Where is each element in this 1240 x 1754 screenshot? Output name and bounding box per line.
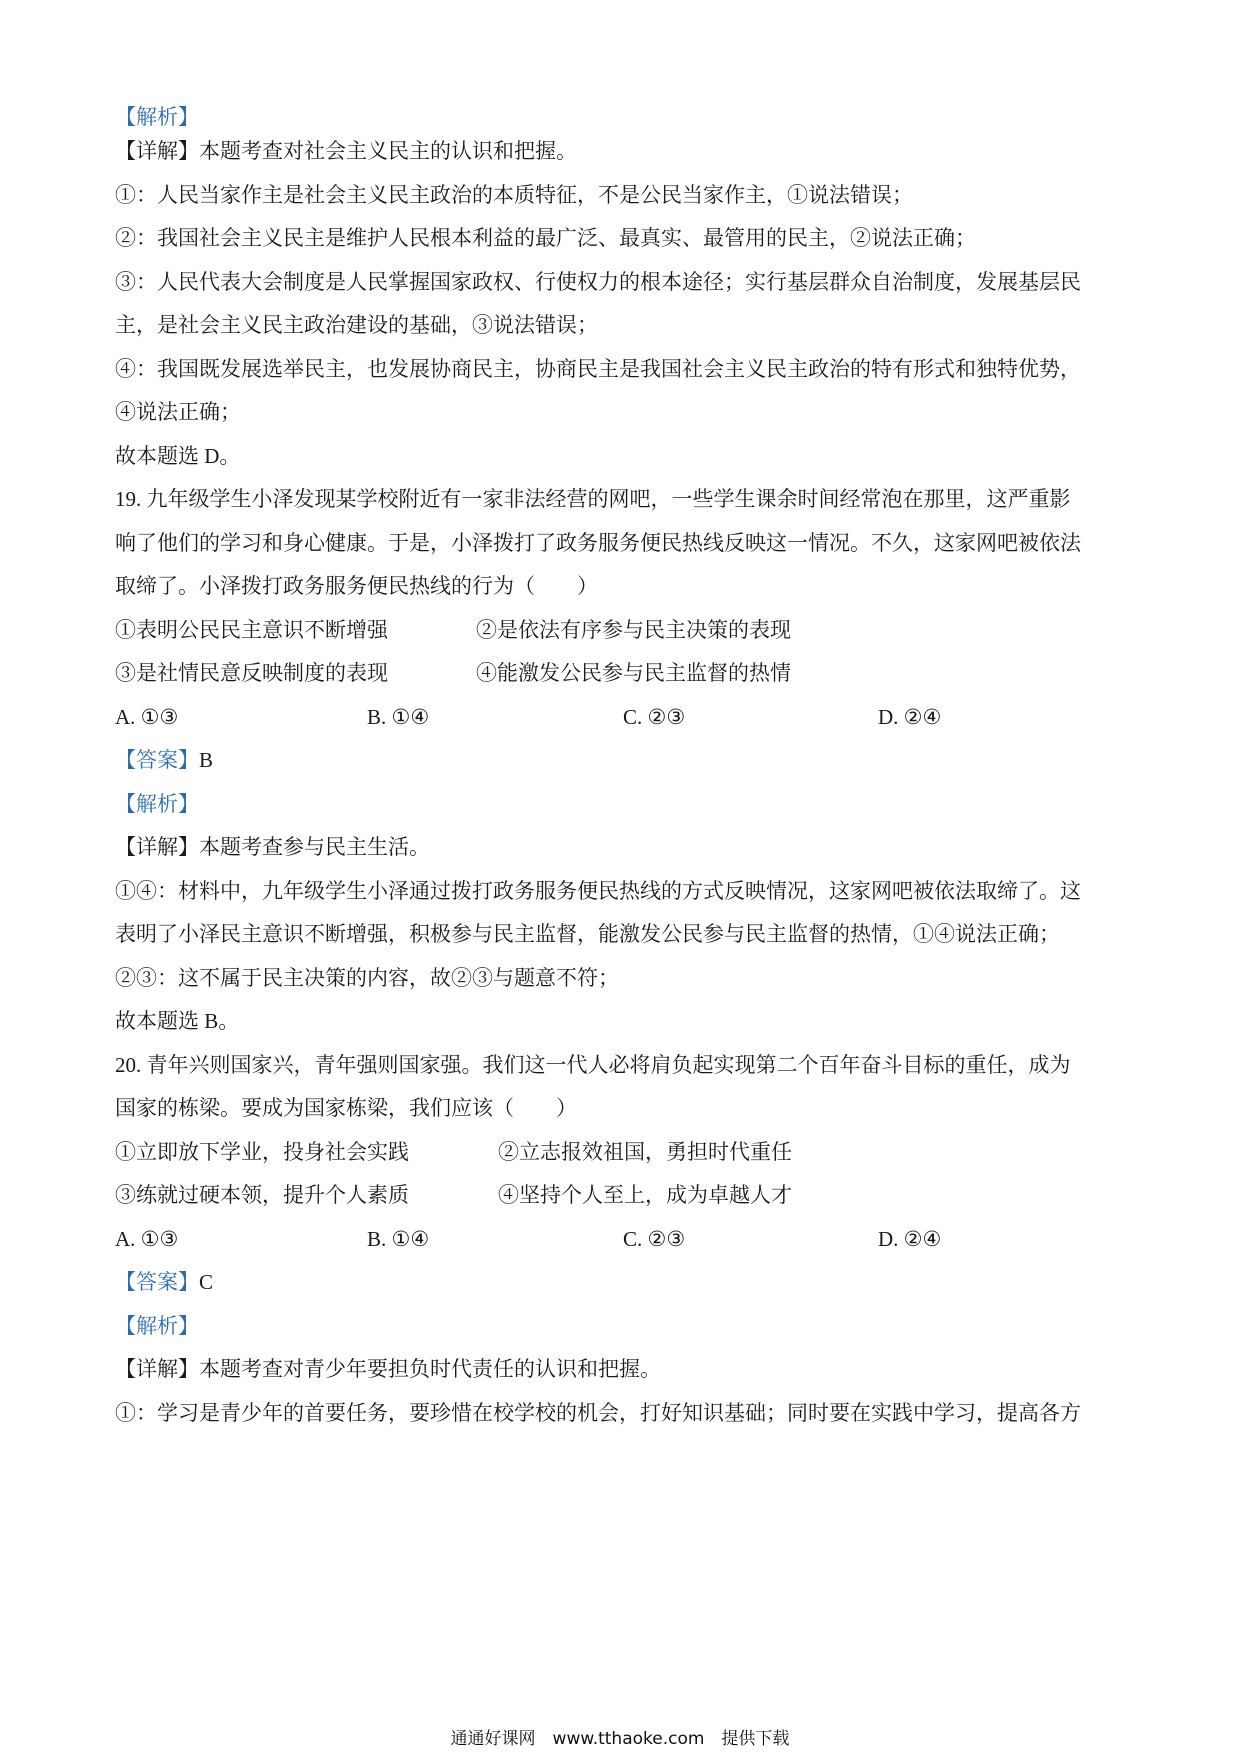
statement-2: ②立志报效祖国，勇担时代重任 [498,1140,792,1164]
statement-1: ①表明公民民主意识不断增强 [115,618,388,642]
detail-line [115,1354,661,1384]
detail-text: 本题考查对青少年要担负时代责任的认识和把握。 [199,1357,661,1381]
analysis-line: ①：人民当家作主是社会主义民主政治的本质特征，不是公民当家作主，①说法错误； [115,183,913,207]
choice-d: D. ②④ [878,1227,942,1251]
choice-c: C. ②③ [623,705,686,729]
question-19-stem-line: 取缔了。小泽拨打政务服务便民热线的行为（ ） [115,574,598,598]
statement-4: ④能激发公民参与民主监督的热情 [476,661,791,685]
analysis-heading: 【解析】 [115,1314,199,1338]
detail-line [115,832,430,862]
statement-1: ①立即放下学业，投身社会实践 [115,1140,409,1164]
page-footer: 通通好课网 www.tthaoke.com 提供下载 [450,1729,790,1749]
statement-4: ④坚持个人至上，成为卓越人才 [498,1183,792,1207]
question-19-stem-line: 响了他们的学习和身心健康。于是，小泽拨打了政务服务便民热线反映这一情况。不久，这家网吧被依法 [115,531,1081,555]
answer-tag: 【答案】 [115,748,199,772]
conclusion-line: 故本题选 B。 [115,1009,240,1033]
question-20-stem-line: 20. 青年兴则国家兴，青年强则国家强。我们这一代人必将肩负起实现第二个百年奋斗目标的重任，成为 [115,1053,1071,1077]
detail-text: 本题考查对社会主义民主的认识和把握。 [199,139,577,163]
answer-line [115,1267,213,1297]
answer-value: C [199,1270,214,1294]
statement-3: ③练就过硬本领，提升个人素质 [115,1183,409,1207]
answer-line [115,745,213,775]
analysis-line: ②：我国社会主义民主是维护人民根本利益的最广泛、最真实、最管用的民主，②说法正确； [115,226,976,250]
analysis-line: ①：学习是青少年的首要任务，要珍惜在校学校的机会，打好知识基础；同时要在实践中学习，提高各方 [115,1401,1081,1425]
detail-text: 本题考查参与民主生活。 [199,835,430,859]
analysis-line: 主，是社会主义民主政治建设的基础，③说法错误； [115,313,598,337]
statement-2: ②是依法有序参与民主决策的表现 [476,618,791,642]
analysis-line: 表明了小泽民主意识不断增强，积极参与民主监督，能激发公民参与民主监督的热情，①④说法正确； [115,922,1060,946]
analysis-line: ②③：这不属于民主决策的内容，故②③与题意不符； [115,966,619,990]
answer-value: B [199,748,214,772]
analysis-heading: 【解析】 [115,105,199,129]
question-19-stem-line: 19. 九年级学生小泽发现某学校附近有一家非法经营的网吧，一些学生课余时间经常泡在那里，这严重影 [115,487,1071,511]
choice-b: B. ①④ [367,705,430,729]
analysis-line: ④说法正确； [115,400,241,424]
question-20-stem-line: 国家的栋梁。要成为国家栋梁，我们应该（ ） [115,1096,577,1120]
choice-b: B. ①④ [367,1227,430,1251]
conclusion-line: 故本题选 D。 [115,444,241,468]
choice-a: A. ①③ [115,1227,179,1251]
choice-d: D. ②④ [878,705,942,729]
choice-a: A. ①③ [115,705,179,729]
answer-tag: 【答案】 [115,1270,199,1294]
analysis-line: ④：我国既发展选举民主，也发展协商民主，协商民主是我国社会主义民主政治的特有形式和独特优势， [115,357,1081,381]
detail-tag: 【详解】 [115,139,199,163]
statement-3: ③是社情民意反映制度的表现 [115,661,388,685]
detail-tag: 【详解】 [115,1357,199,1381]
analysis-line: ①④：材料中，九年级学生小泽通过拨打政务服务便民热线的方式反映情况，这家网吧被依法取缔了。这 [115,879,1081,903]
detail-tag: 【详解】 [115,835,199,859]
detail-line [115,136,577,166]
analysis-heading: 【解析】 [115,792,199,816]
choice-c: C. ②③ [623,1227,686,1251]
analysis-line: ③：人民代表大会制度是人民掌握国家政权、行使权力的根本途径；实行基层群众自治制度，发展基层民 [115,270,1081,294]
